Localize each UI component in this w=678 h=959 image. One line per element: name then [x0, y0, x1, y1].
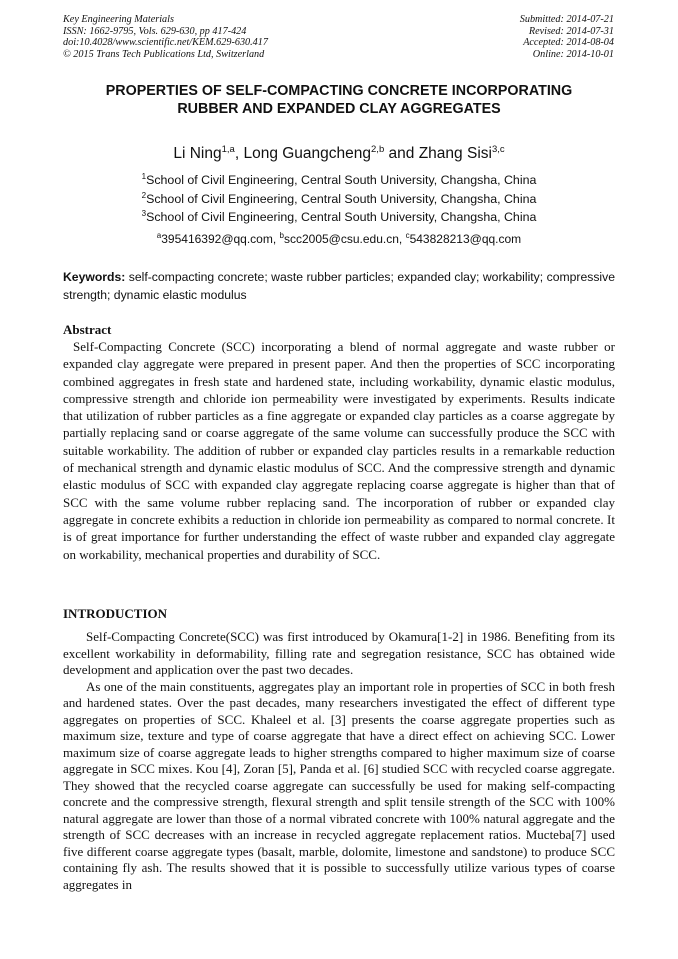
- email-superscript: a: [156, 231, 162, 240]
- affiliation-text: School of Civil Engineering, Central South University, Changsha, China: [146, 173, 537, 187]
- title-line-1: PROPERTIES OF SELF-COMPACTING CONCRETE INCORPORATING: [105, 83, 573, 99]
- journal-name: Key Engineering Materials: [63, 14, 174, 25]
- author-superscript: 2,b: [371, 144, 385, 155]
- author-separator: and: [384, 145, 419, 162]
- online-date: Online: 2014-10-01: [532, 48, 614, 60]
- introduction-paragraph: Self-Compacting Concrete(SCC) was first introduced by Okamura[1-2] in 1986. Benefiting from its excellent workability in deformability, filling rate and segregation resistance, SCC has obtained wide development and application over the past two decades.: [63, 629, 615, 677]
- introduction-body: [63, 629, 615, 893]
- introduction-paragraph: As one of the main constituents, aggregates play an important role in properties of SCC in both fresh and hardened states. Over the past decades, many researchers investigated the effect of different type aggregates on properties of SCC. Khaleel et al. [3] presents the coarse aggregate properties such as maximum size, texture and type of coarse aggregate that have a direct effect on achieving SCC. Lower maximum size of coarse aggregate leads to higher strengths compared to higher maximum size of coarse aggregate in SCC mixes. Kou [4], Zoran [5], Panda et al. [6] studied SCC with recycled coarse aggregate. They showed that the recycled coarse aggregate can successfully be used for making self-compacting concrete and the compressive strength, flexural strength and split tensile strength of the SCC with 100% natural aggregate are lower than those of a normal vibrated concrete with 100% natural aggregate and the strength of SCC decreases with an increase in recycled aggregate replacement ratios. Mucteba[7] used five different coarse aggregate types (basalt, marble, dolomite, limestone and sandstone) to produce SCC containing fly ash. The results showed that it is possible to successfully utilize various types of coarse aggregates in: [63, 678, 615, 892]
- author-name: Zhang Sisi: [418, 145, 492, 162]
- submitted-date: Submitted: 2014-07-21: [519, 14, 614, 25]
- keywords-text: self-compacting concrete; waste rubber particles; expanded clay; workability; compressive strength; dynamic elastic modulus: [63, 270, 616, 302]
- email-superscript: c: [405, 231, 410, 240]
- email-address[interactable]: 395416392@qq.com: [161, 232, 273, 246]
- keywords-label: Keywords:: [63, 270, 126, 284]
- email-superscript: b: [279, 231, 284, 240]
- author-list: [63, 144, 615, 164]
- affiliation-text: School of Civil Engineering, Central South University, Changsha, China: [146, 210, 537, 224]
- affiliations: [63, 171, 615, 227]
- affiliation-text: School of Civil Engineering, Central South University, Changsha, China: [146, 191, 537, 206]
- affiliation-line: [63, 208, 615, 227]
- keywords-block: [63, 268, 615, 304]
- affiliation-number: 2: [141, 190, 147, 200]
- author-name: Li Ning: [173, 145, 222, 162]
- email-separator: ,: [272, 232, 280, 246]
- author-emails: [63, 231, 615, 247]
- revised-date: Revised: 2014-07-31: [528, 25, 614, 37]
- abstract-text: Self-Compacting Concrete (SCC) incorporating a blend of normal aggregate and waste rubber or expanded clay aggregate were prepared in present paper. And then the properties of SCC incorporating combined aggregates in fresh state and hardened state, including workability, dynamic elastic modulus, compressive strength and chloride ion permeability were investigated by experiments. Results indicate that utilization of rubber particles as a fine aggregate or expanded clay particles as a coarse aggregate by partially replacing sand or coarse aggregate of the same volume can successfully produce the SCC with suitable workability. The addition of rubber or expanded clay particles results in a remarkable reduction of mechanical strength and dynamic elastic modulus of SCC. And the compressive strength and dynamic elastic modulus of SCC with expanded clay aggregate replacing coarse aggregate is higher than that of SCC with the same volume rubber replacing sand. The incorporation of rubber or expanded clay aggregate in concrete exhibits a reduction in chloride ion permeability as compared to normal concrete. It is of great importance for further understanding the effect of waste rubber and expanded clay aggregate on workability, mechanical properties and durability of SCC.: [63, 339, 615, 562]
- affiliation-number: 3: [141, 209, 147, 218]
- paper-title: [63, 82, 615, 118]
- doi: doi:10.4028/www.scientific.net/KEM.629-630.417: [63, 37, 268, 49]
- affiliation-number: 1: [141, 172, 147, 181]
- email-address[interactable]: 543828213@qq.com: [409, 232, 522, 246]
- issn: ISSN: 1662-9795, Vols. 629-630, pp 417-424: [63, 25, 247, 37]
- affiliation-line: [63, 171, 615, 190]
- author-superscript: 3,c: [491, 144, 505, 155]
- author-separator: ,: [234, 145, 244, 162]
- journal-info: [63, 14, 268, 60]
- title-line-2: RUBBER AND EXPANDED CLAY AGGREGATES: [177, 101, 501, 117]
- accepted-date: Accepted: 2014-08-04: [523, 37, 614, 49]
- email-separator: ,: [398, 232, 406, 246]
- abstract-heading: Abstract: [63, 322, 112, 337]
- email-address[interactable]: scc2005@csu.edu.cn: [283, 232, 399, 246]
- affiliation-line: [63, 190, 615, 209]
- copyright: © 2015 Trans Tech Publications Ltd, Switzerland: [63, 48, 265, 60]
- author-superscript: 1,a: [221, 144, 235, 155]
- author-name: Long Guangcheng: [243, 145, 372, 162]
- introduction-heading: INTRODUCTION: [63, 606, 168, 621]
- publication-dates: [520, 14, 614, 60]
